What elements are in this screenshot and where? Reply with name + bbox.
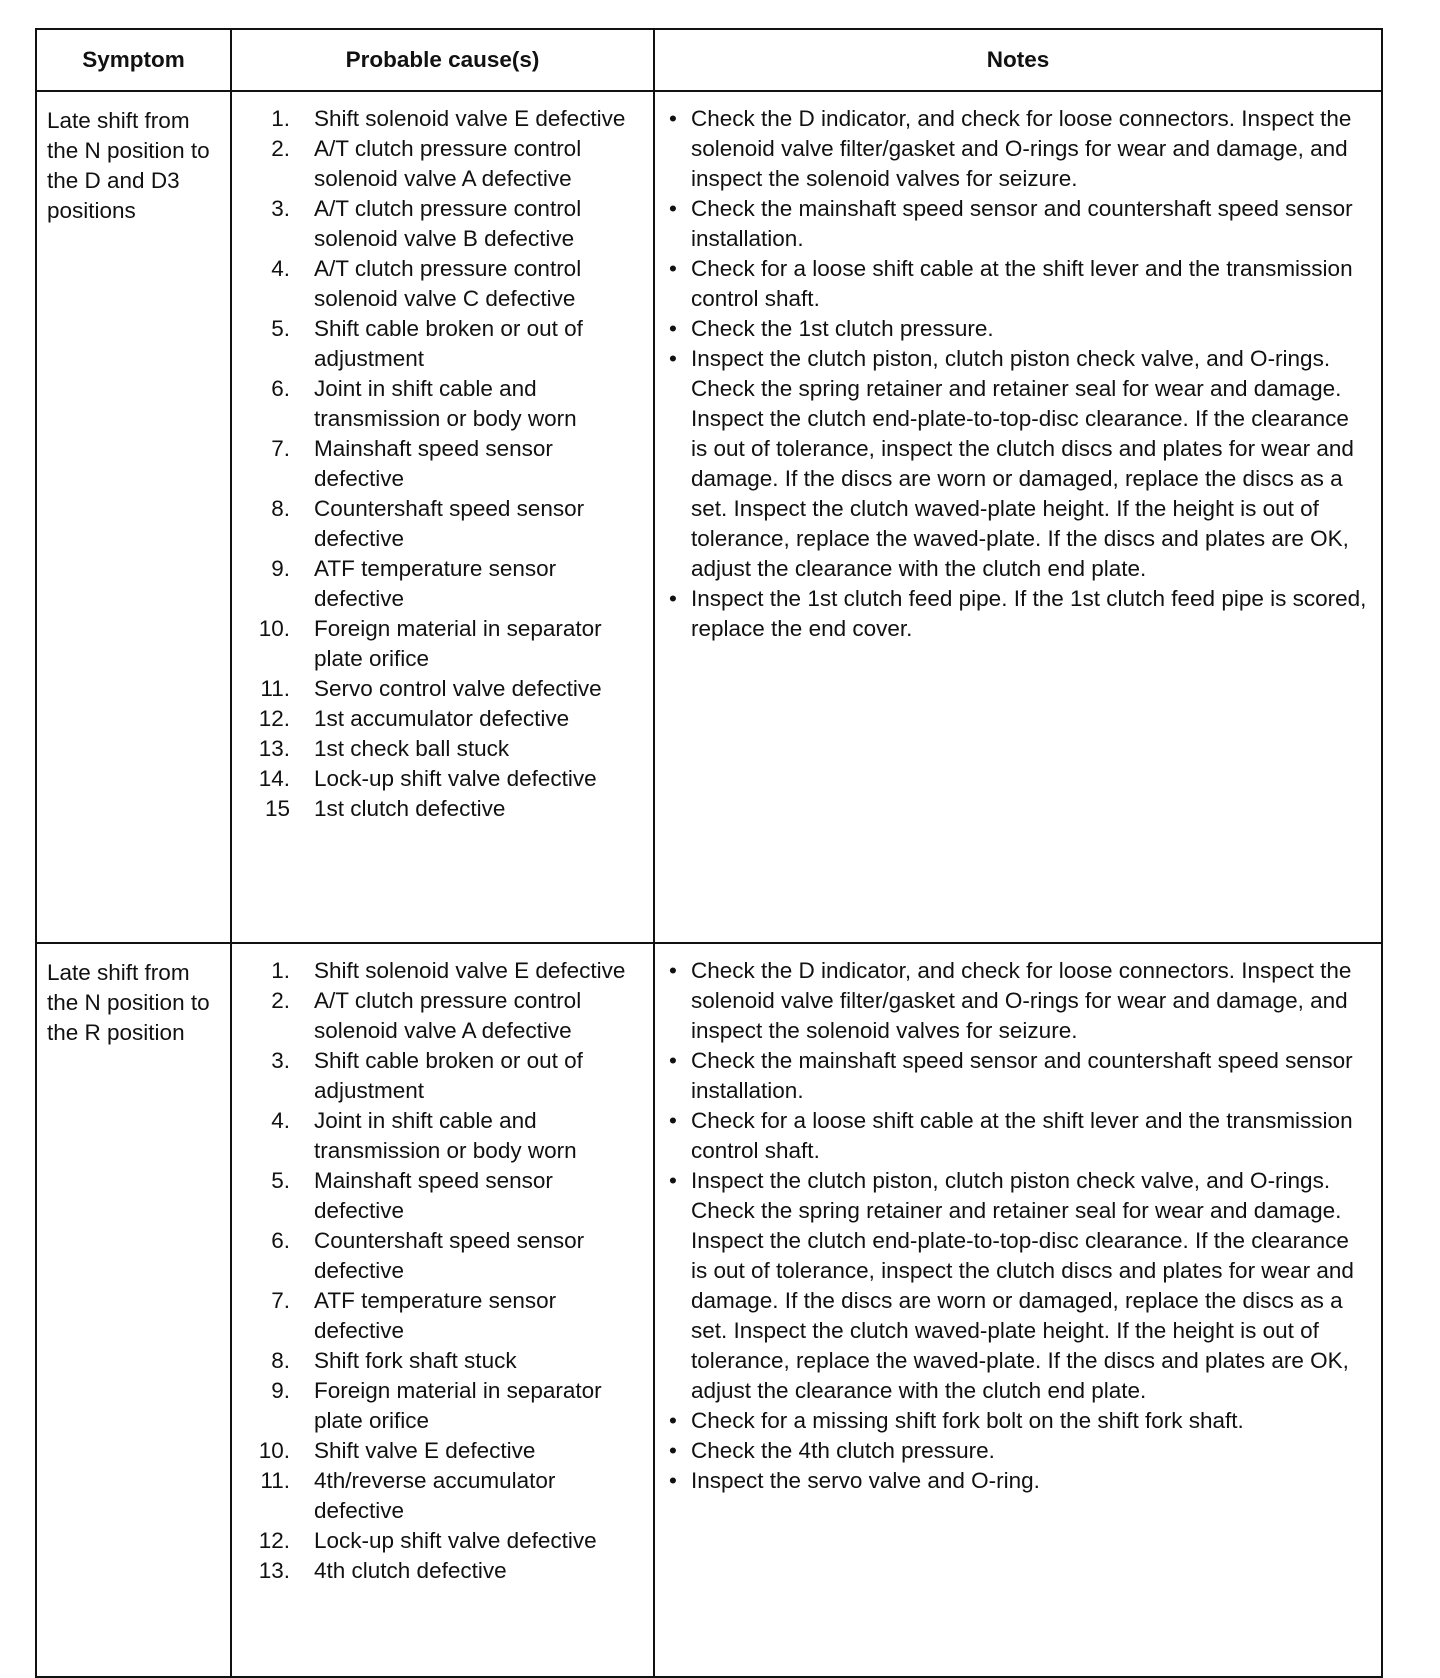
cause-number: 6. — [271, 1228, 290, 1253]
cause-text: A/T clutch pressure control solenoid valve A defective — [314, 136, 582, 191]
cause-text: Joint in shift cable and transmission or body worn — [314, 376, 577, 431]
bullet-icon: • — [669, 1168, 677, 1193]
cause-text: 1st accumulator defective — [314, 706, 570, 731]
troubleshooting-table — [35, 28, 1383, 1678]
bullet-icon: • — [669, 1438, 677, 1463]
bullet-icon: • — [669, 586, 677, 611]
cause-number: 3. — [271, 1048, 290, 1073]
cause-text: Foreign material in separator plate orifice — [314, 616, 602, 671]
note-item — [669, 1406, 1369, 1436]
cause-number: 12. — [258, 706, 290, 731]
cause-text: Shift fork shaft stuck — [314, 1348, 517, 1373]
cause-item — [244, 314, 645, 374]
note-text: Check the D indicator, and check for loose connectors. Inspect the solenoid valve filter/gasket and O-rings for wear and damage, and inspect the solenoid valves for seizure. — [691, 106, 1352, 191]
header-probable-causes: Probable cause(s) — [231, 29, 654, 91]
cause-text: Countershaft speed sensor defective — [314, 496, 585, 551]
cause-number: 9. — [271, 1378, 290, 1403]
note-text: Check the D indicator, and check for loose connectors. Inspect the solenoid valve filter/gasket and O-rings for wear and damage, and inspect the solenoid valves for seizure. — [691, 958, 1352, 1043]
note-item — [669, 1466, 1369, 1496]
cause-item — [244, 374, 645, 434]
cause-item — [244, 986, 645, 1046]
note-item — [669, 104, 1369, 194]
cause-item — [244, 1466, 645, 1526]
cause-number: 13. — [258, 736, 290, 761]
cause-item — [244, 1166, 645, 1226]
cause-item — [244, 1556, 645, 1586]
cause-item — [244, 704, 645, 734]
cause-item — [244, 956, 645, 986]
cause-number: 10. — [258, 616, 290, 641]
note-item — [669, 956, 1369, 1046]
cause-item — [244, 1376, 645, 1436]
cause-number: 12. — [258, 1528, 290, 1553]
note-item — [669, 194, 1369, 254]
cause-text: Shift solenoid valve E defective — [314, 106, 626, 131]
cause-item — [244, 134, 645, 194]
cause-number: 2. — [271, 136, 290, 161]
cause-text: Joint in shift cable and transmission or body worn — [314, 1108, 577, 1163]
cause-number: 7. — [271, 436, 290, 461]
cause-number: 3. — [271, 196, 290, 221]
cause-text: Mainshaft speed sensor defective — [314, 436, 553, 491]
note-text: Inspect the servo valve and O-ring. — [691, 1468, 1040, 1493]
notes-list — [669, 104, 1369, 644]
cause-text: 1st check ball stuck — [314, 736, 510, 761]
cause-text: Shift cable broken or out of adjustment — [314, 316, 583, 371]
cause-item — [244, 1286, 645, 1346]
bullet-icon: • — [669, 1108, 677, 1133]
cause-number: 7. — [271, 1288, 290, 1313]
cause-number: 1. — [271, 106, 290, 131]
cause-number: 8. — [271, 496, 290, 521]
note-text: Inspect the clutch piston, clutch piston check valve, and O-rings. Check the spring retainer and retainer seal for wear and damage. Inspect the clutch end-plate-to-top-disc clearance. If the clearance is out of tolerance, inspect the clutch discs and plates for wear and damage. If the discs are worn or damaged, replace the discs as a set. Inspect the clutch waved-plate height. If the height is out of tolerance, replace the waved-plate. If the discs and plates are OK, adjust the clearance with the clutch end plate. — [691, 346, 1354, 581]
note-item — [669, 1436, 1369, 1466]
note-text: Inspect the clutch piston, clutch piston check valve, and O-rings. Check the spring retainer and retainer seal for wear and damage. Inspect the clutch end-plate-to-top-disc clearance. If the clearance is out of tolerance, inspect the clutch discs and plates for wear and damage. If the discs are worn or damaged, replace the discs as a set. Inspect the clutch waved-plate height. If the height is out of tolerance, replace the waved-plate. If the discs and plates are OK, adjust the clearance with the clutch end plate. — [691, 1168, 1354, 1403]
note-item — [669, 1046, 1369, 1106]
cause-text: A/T clutch pressure control solenoid valve B defective — [314, 196, 582, 251]
cause-item — [244, 794, 645, 824]
cause-text: Foreign material in separator plate orifice — [314, 1378, 602, 1433]
notes-list — [669, 956, 1369, 1496]
cause-item — [244, 1526, 645, 1556]
causes-list — [244, 956, 645, 1586]
note-text: Check the mainshaft speed sensor and countershaft speed sensor installation. — [691, 1048, 1353, 1103]
cause-item — [244, 674, 645, 704]
bullet-icon: • — [669, 256, 677, 281]
note-text: Inspect the 1st clutch feed pipe. If the 1st clutch feed pipe is scored, replace the end cover. — [691, 586, 1367, 641]
cause-number: 1. — [271, 958, 290, 983]
bullet-icon: • — [669, 1468, 677, 1493]
cause-text: A/T clutch pressure control solenoid valve C defective — [314, 256, 582, 311]
cause-text: 1st clutch defective — [314, 796, 506, 821]
cause-text: Lock-up shift valve defective — [314, 1528, 597, 1553]
symptom-cell: Late shift from the N position to the D and D3 positions — [36, 91, 231, 943]
cause-item — [244, 1046, 645, 1106]
cause-text: 4th/reverse accumulator defective — [314, 1468, 556, 1523]
header-symptom: Symptom — [36, 29, 231, 91]
cause-number: 8. — [271, 1348, 290, 1373]
cause-item — [244, 104, 645, 134]
cause-number: 2. — [271, 988, 290, 1013]
cause-item — [244, 494, 645, 554]
cause-item — [244, 554, 645, 614]
notes-cell — [654, 943, 1382, 1677]
cause-item — [244, 734, 645, 764]
cause-item — [244, 194, 645, 254]
symptom-cell: Late shift from the N position to the R position — [36, 943, 231, 1677]
cause-number: 9. — [271, 556, 290, 581]
bullet-icon: • — [669, 1408, 677, 1433]
cause-text: Servo control valve defective — [314, 676, 602, 701]
causes-cell — [231, 91, 654, 943]
notes-cell — [654, 91, 1382, 943]
cause-number: 4. — [271, 1108, 290, 1133]
table-row — [36, 943, 1382, 1677]
cause-number: 5. — [271, 316, 290, 341]
cause-item — [244, 764, 645, 794]
header-notes: Notes — [654, 29, 1382, 91]
cause-text: Mainshaft speed sensor defective — [314, 1168, 553, 1223]
bullet-icon: • — [669, 316, 677, 341]
cause-text: Lock-up shift valve defective — [314, 766, 597, 791]
cause-number: 14. — [258, 766, 290, 791]
cause-number: 10. — [258, 1438, 290, 1463]
bullet-icon: • — [669, 1048, 677, 1073]
note-text: Check for a loose shift cable at the shift lever and the transmission control shaft. — [691, 256, 1353, 311]
cause-number: 11. — [260, 676, 290, 701]
header-row — [36, 29, 1382, 91]
cause-text: Countershaft speed sensor defective — [314, 1228, 585, 1283]
note-text: Check the 1st clutch pressure. — [691, 316, 994, 341]
causes-list — [244, 104, 645, 824]
bullet-icon: • — [669, 196, 677, 221]
cause-number: 4. — [271, 256, 290, 281]
cause-item — [244, 434, 645, 494]
note-item — [669, 1106, 1369, 1166]
note-text: Check for a loose shift cable at the shift lever and the transmission control shaft. — [691, 1108, 1353, 1163]
cause-item — [244, 614, 645, 674]
note-text: Check the mainshaft speed sensor and countershaft speed sensor installation. — [691, 196, 1353, 251]
cause-text: Shift cable broken or out of adjustment — [314, 1048, 583, 1103]
cause-item — [244, 1106, 645, 1166]
cause-number: 15 — [264, 796, 290, 821]
note-text: Check for a missing shift fork bolt on the shift fork shaft. — [691, 1408, 1244, 1433]
cause-item — [244, 1346, 645, 1376]
causes-cell — [231, 943, 654, 1677]
note-item — [669, 1166, 1369, 1406]
cause-text: Shift solenoid valve E defective — [314, 958, 626, 983]
table-row — [36, 91, 1382, 943]
bullet-icon: • — [669, 958, 677, 983]
cause-number: 5. — [271, 1168, 290, 1193]
bullet-icon: • — [669, 346, 677, 371]
cause-number: 6. — [271, 376, 290, 401]
cause-text: 4th clutch defective — [314, 1558, 507, 1583]
cause-item — [244, 1226, 645, 1286]
note-item — [669, 254, 1369, 314]
cause-number: 11. — [260, 1468, 290, 1493]
note-item — [669, 344, 1369, 584]
cause-text: A/T clutch pressure control solenoid valve A defective — [314, 988, 582, 1043]
note-item — [669, 314, 1369, 344]
cause-text: Shift valve E defective — [314, 1438, 536, 1463]
bullet-icon: • — [669, 106, 677, 131]
note-item — [669, 584, 1369, 644]
cause-text: ATF temperature sensor defective — [314, 1288, 557, 1343]
cause-item — [244, 1436, 645, 1466]
note-text: Check the 4th clutch pressure. — [691, 1438, 995, 1463]
cause-text: ATF temperature sensor defective — [314, 556, 557, 611]
cause-item — [244, 254, 645, 314]
cause-number: 13. — [258, 1558, 290, 1583]
